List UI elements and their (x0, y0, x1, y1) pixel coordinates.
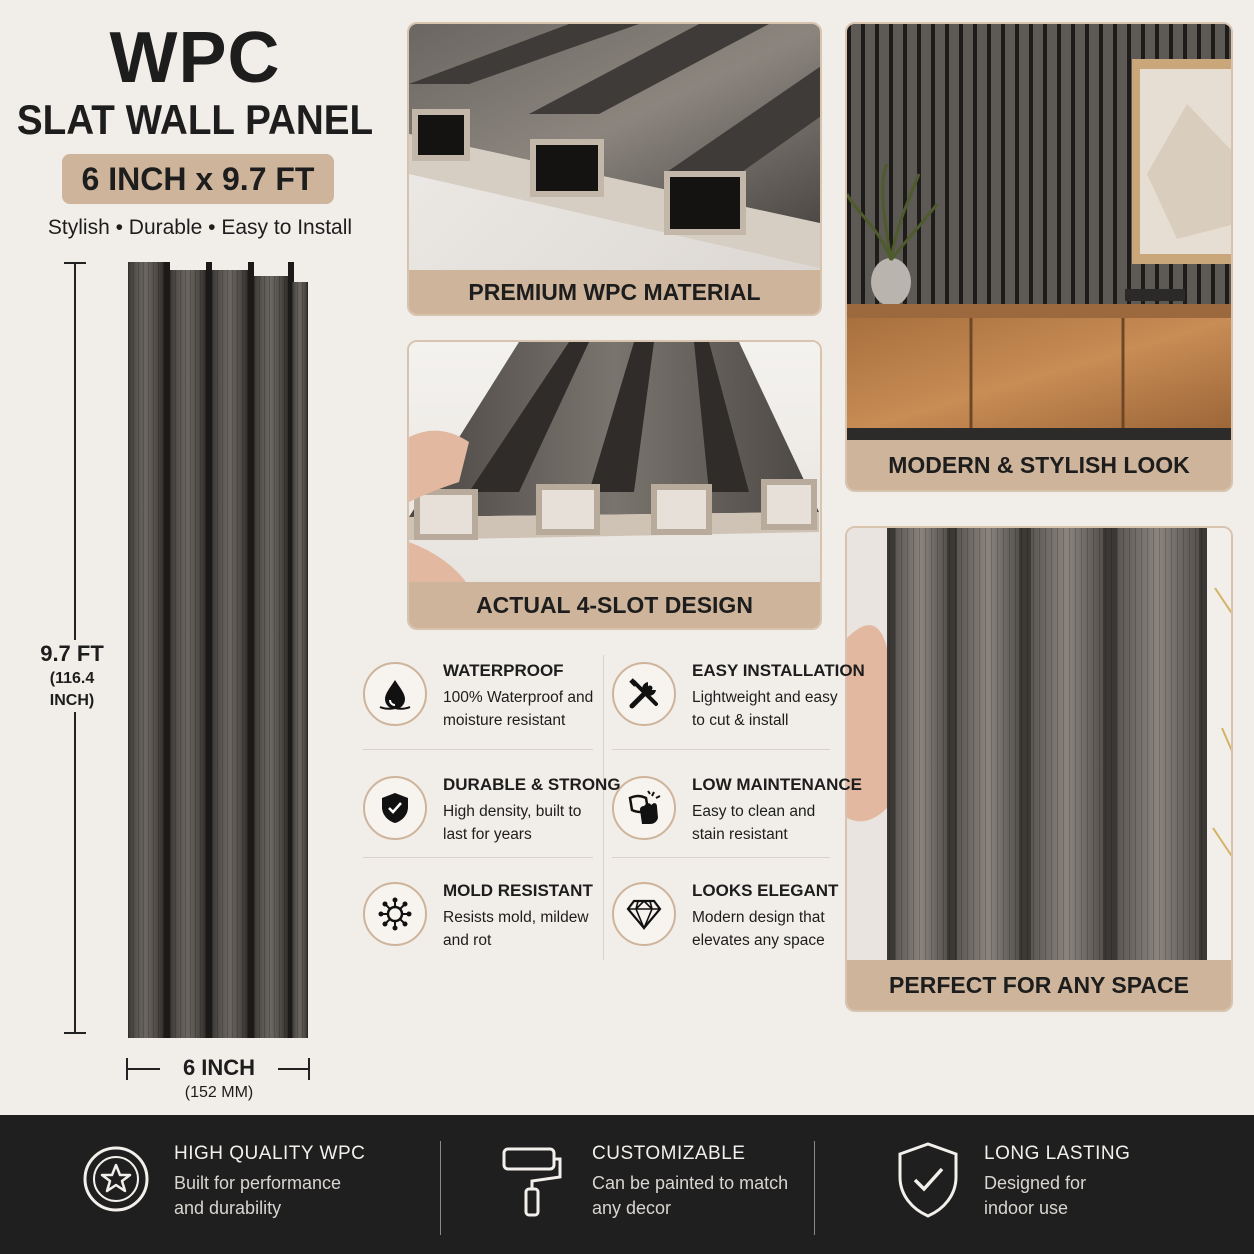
feature-title: EASY INSTALLATION (692, 661, 865, 680)
cleaning-hand-icon (612, 776, 676, 840)
room-photo (847, 24, 1231, 444)
width-label: 6 INCH (152 MM) (160, 1054, 278, 1104)
footer-item-customizable (500, 1115, 800, 1254)
panel-profile-drawing (409, 24, 822, 274)
material-photo (409, 24, 820, 274)
height-tick-bottom (64, 1032, 86, 1034)
tagline: Stylish • Durable • Easy to Install (47, 216, 353, 239)
footer-title: LONG LASTING (984, 1143, 1131, 1164)
footer-title: HIGH QUALITY WPC (174, 1143, 366, 1164)
card-caption: PREMIUM WPC MATERIAL (409, 270, 820, 314)
panel-illustration (128, 262, 308, 1038)
card-caption: MODERN & STYLISH LOOK (847, 440, 1231, 490)
feature-easy-installation (612, 656, 865, 736)
feature-divider-vertical (603, 655, 604, 960)
feature-looks-elegant (612, 876, 842, 956)
water-drop-icon (363, 662, 427, 726)
footer-desc: Built for performance and durability (174, 1173, 342, 1218)
shield-check-icon (896, 1141, 960, 1224)
width-tick-right (308, 1058, 310, 1080)
feature-desc: 100% Waterproof and moisture resistant (443, 689, 594, 729)
star-badge-icon (82, 1145, 150, 1218)
diamond-icon (612, 882, 676, 946)
card-caption: ACTUAL 4-SLOT DESIGN (409, 582, 820, 628)
card-caption: PERFECT FOR ANY SPACE (847, 960, 1231, 1010)
feature-desc: High density, built to last for years (443, 803, 582, 843)
feature-title: LOOKS ELEGANT (692, 881, 839, 900)
footer-desc: Designed for indoor use (984, 1173, 1087, 1218)
slat-closeup-drawing (847, 528, 1233, 964)
feature-desc: Modern design that elevates any space (692, 909, 825, 949)
feature-title: WATERPROOF (443, 661, 564, 680)
feature-divider (612, 857, 830, 858)
feature-title: MOLD RESISTANT (443, 881, 593, 900)
feature-divider (363, 749, 593, 750)
feature-title: LOW MAINTENANCE (692, 775, 862, 794)
feature-mold-resistant (363, 876, 593, 956)
feature-durable (363, 770, 621, 850)
footer-item-long-lasting (896, 1115, 1196, 1254)
footer-desc: Can be painted to match any decor (592, 1173, 789, 1218)
feature-title: DURABLE & STRONG (443, 775, 621, 794)
slot-design-photo (409, 342, 820, 586)
feature-waterproof (363, 656, 593, 736)
card-premium-material (407, 22, 822, 316)
virus-icon (363, 882, 427, 946)
shield-check-icon (363, 776, 427, 840)
tools-icon (612, 662, 676, 726)
height-tick-top (64, 262, 86, 264)
height-label: 9.7 FT (116.4 INCH) (26, 640, 118, 712)
feature-desc: Easy to clean and stain resistant (692, 803, 816, 843)
feature-low-maintenance (612, 770, 862, 850)
footer-item-quality (82, 1115, 422, 1254)
feature-divider (363, 857, 593, 858)
feature-divider (612, 749, 830, 750)
space-photo (847, 528, 1231, 964)
footer-bar (0, 1115, 1254, 1254)
feature-desc: Resists mold, mildew and rot (443, 909, 589, 949)
four-slot-drawing (409, 342, 822, 586)
paint-roller-icon (500, 1143, 564, 1224)
product-subtitle: SLAT WALL PANEL (16, 96, 374, 143)
footer-divider (440, 1141, 441, 1235)
width-tick-left (126, 1058, 128, 1080)
card-slot-design (407, 340, 822, 630)
card-any-space (845, 526, 1233, 1012)
room-scene-drawing (847, 24, 1233, 444)
footer-divider (814, 1141, 815, 1235)
size-badge: 6 INCH x 9.7 FT (62, 154, 334, 204)
product-title: WPC (109, 18, 281, 98)
card-modern-look (845, 22, 1233, 492)
footer-title: CUSTOMIZABLE (592, 1143, 746, 1164)
feature-desc: Lightweight and easy to cut & install (692, 689, 838, 729)
